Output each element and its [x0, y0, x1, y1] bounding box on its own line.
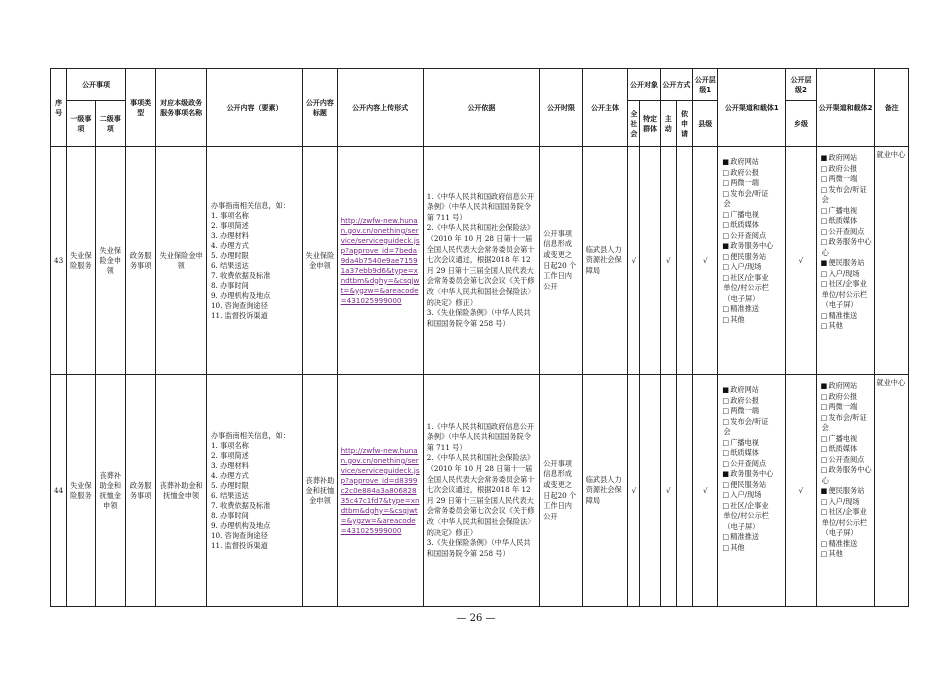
checkbox-icon: □ [820, 321, 828, 330]
header-target-specific: 特定群体 [640, 101, 660, 147]
channel-label: 发布会/听证 [828, 412, 867, 422]
header-level-group1: 公开层级1 [693, 69, 718, 101]
upload-form-cell [337, 375, 423, 607]
header-seq: 序号 [51, 69, 67, 147]
channel-item [722, 448, 784, 459]
channel-label: 政府网站 [730, 157, 759, 166]
channel-label: 政务服务中心 [730, 469, 774, 478]
channel-label: 心 [821, 475, 829, 485]
channel-label: 政府公报 [730, 395, 759, 405]
remark-cell: 就业中心 [875, 375, 909, 607]
checkbox-icon: □ [820, 174, 828, 183]
content-title-cell: 丧葬补助金和抚恤金申领 [303, 375, 337, 607]
content-item: 7. 收费依据及标准 [210, 500, 271, 510]
level-county-cell: √ [693, 147, 718, 375]
content-item: 9. 办理机构及地点 [210, 520, 271, 530]
checkbox-icon: □ [722, 167, 730, 177]
channel-label: 政务服务中心 [828, 465, 872, 474]
level-county-cell: √ [693, 375, 718, 607]
level2-cell: 失业保险金申领 [95, 147, 125, 375]
channel-item [722, 210, 784, 221]
checkbox-icon: □ [820, 496, 828, 506]
channel-item [821, 279, 874, 290]
channel-label: 便民服务站 [730, 251, 767, 261]
channel-label: 广播电视 [730, 209, 759, 219]
target-specific-cell [640, 147, 660, 375]
channel-label: 纸质媒体 [828, 444, 858, 453]
channel-label: 政府公报 [730, 167, 759, 177]
channel-item [821, 269, 874, 280]
channel-item [722, 283, 784, 294]
channel-label: 纸质媒体 [828, 216, 858, 225]
content-intro: 办事指南相关信息，如： [210, 200, 291, 210]
channel-item [722, 262, 784, 273]
checkbox-icon: ■ [820, 258, 828, 267]
checkbox-icon: □ [820, 507, 828, 516]
checkbox-icon: □ [820, 163, 828, 173]
channel-item [722, 315, 784, 326]
channel-label: 纸质媒体 [730, 220, 759, 229]
service-name-cell: 丧葬补助金和抚恤金申领 [156, 375, 207, 607]
channel-item [821, 174, 874, 185]
channel-item [821, 321, 874, 332]
channel-label: 会 [723, 199, 731, 208]
header-basis: 公开依据 [423, 69, 539, 147]
channel1-cell [718, 147, 786, 375]
checkbox-icon: □ [722, 178, 730, 187]
channel-label: 精准推送 [730, 304, 759, 313]
channel-label: 入户/现场 [828, 268, 860, 278]
channel-label: 发布会/听证 [828, 184, 867, 194]
channel-item [722, 427, 784, 438]
subject-cell: 临武县人力资源社会保障局 [582, 147, 628, 375]
channel-item [821, 539, 874, 550]
content-cell [206, 147, 302, 375]
channel-item [821, 434, 874, 445]
channel-item [722, 469, 784, 480]
channel-label: 发布会/听证 [730, 188, 769, 198]
level-township-cell: √ [786, 147, 816, 375]
level1-cell: 失业保险服务 [67, 147, 95, 375]
checkbox-icon: □ [820, 226, 828, 236]
checkbox-icon: ■ [722, 241, 730, 250]
method-request-cell [676, 147, 692, 375]
basis-item: 2.《中华人民共和国社会保险法》（2010 年 10 月 28 日第十一届全国人民代表大会常务委员会第十七次会议通过，根据2018 年 12 月 29 日第十三届全国人民代表大会常务委员会第七次会议《关于修改〈中华人民共和国社会保险法〉的决定》修正） [426, 453, 535, 537]
channel-label: 单位/村公示栏 [723, 511, 769, 520]
checkbox-icon: □ [820, 279, 828, 288]
channel-label: 单位/村公示栏 [821, 517, 868, 527]
channel-label: 政务服务中心 [828, 237, 872, 246]
channel-label: 单位/村公示栏 [821, 289, 868, 299]
channel-item [821, 476, 874, 487]
header-level-township: 乡级 [786, 101, 816, 147]
checkbox-icon: □ [722, 272, 730, 282]
channel-label: 两微一端 [730, 178, 759, 187]
method-request-cell [676, 375, 692, 607]
channel-item [821, 465, 874, 476]
content-item: 2. 事项简述 [210, 220, 249, 230]
channel-label: 入户/现场 [730, 490, 762, 499]
checkbox-icon: □ [820, 549, 828, 558]
channel-label: 入户/现场 [828, 496, 860, 506]
channel-item [821, 216, 874, 227]
channel-item [722, 385, 784, 396]
channel-item [821, 549, 874, 560]
channel-item [821, 153, 874, 164]
content-item: 2. 事项简述 [210, 450, 249, 460]
channel-item [722, 220, 784, 231]
checkbox-icon: □ [722, 416, 730, 426]
header-level1: 一级事项 [67, 101, 95, 147]
checkbox-icon: □ [722, 500, 730, 510]
checkbox-icon: □ [820, 205, 828, 215]
target-all-cell: √ [628, 147, 640, 375]
channel-label: 社区/企事业 [828, 507, 867, 516]
channel-item [821, 248, 874, 259]
header-items-group: 公开事项 [67, 69, 126, 101]
channel-label: 政府网站 [828, 153, 858, 162]
checkbox-icon: ■ [820, 153, 828, 162]
channel-item [722, 406, 784, 417]
item-type-cell: 政务服务事项 [125, 147, 155, 375]
header-item-type: 事项类型 [125, 69, 155, 147]
checkbox-icon: □ [722, 230, 730, 240]
checkbox-icon: □ [722, 220, 730, 229]
method-active-cell: √ [660, 375, 676, 607]
basis-item: 1.《中华人民共和国政府信息公开条例》（中华人民共和国国务院令第 711 号） [426, 421, 535, 452]
checkbox-icon: □ [722, 262, 730, 271]
channel-label: 便民服务站 [828, 486, 865, 495]
channel-item [821, 486, 874, 497]
header-content-title: 公开内容标题 [303, 69, 337, 147]
checkbox-icon: □ [820, 310, 828, 320]
channel-item [821, 258, 874, 269]
channel-item [722, 189, 784, 200]
channel-item [821, 507, 874, 518]
channel-item [722, 480, 784, 491]
channel2-cell [816, 375, 875, 607]
time-limit-cell: 公开事项信息形成或变更之日起20 个工作日内公开 [540, 375, 583, 607]
basis-cell [423, 147, 539, 375]
channel-item [821, 455, 874, 466]
checkbox-icon: □ [722, 542, 730, 552]
checkbox-icon: □ [722, 479, 730, 489]
checkbox-icon: □ [820, 268, 828, 278]
channel-item [722, 490, 784, 501]
upload-form-cell [337, 147, 423, 375]
basis-item: 3.《失业保险条例》（中华人民共和国国务院令第 258 号） [426, 308, 531, 328]
channel-item [722, 168, 784, 179]
channel-label: 精准推送 [828, 310, 858, 320]
channel-item [821, 290, 874, 301]
seq-cell: 43 [51, 147, 67, 375]
service-guide-link[interactable]: http://zwfw-new.hunan.gov.cn/onething/service/serviceguideck.jsp?approve_id=d8399c2c0e884a3a80682835c47c1fd7&type=xndtbm&dghy=&csqjwt=&ygzw=&areacode=431025999000 [340, 445, 420, 535]
channel-label: 公开查阅点 [730, 230, 767, 240]
content-item: 8. 办事时间 [210, 280, 249, 290]
content-item: 7. 收费依据及标准 [210, 270, 271, 280]
channel-label: 广播电视 [828, 433, 858, 443]
page-number: — 26 — [456, 613, 496, 624]
content-item: 10. 咨询查询途径 [210, 530, 268, 540]
content-item: 6. 结果送达 [210, 490, 249, 500]
channel-label: 政务服务中心 [730, 241, 774, 250]
channel-label: （电子屏） [821, 300, 858, 309]
header-upload-form: 公开内容上传形式 [337, 69, 423, 147]
content-item: 3. 办理材料 [210, 230, 249, 240]
checkbox-icon: □ [722, 209, 730, 219]
content-cell [206, 375, 302, 607]
channel-item [821, 206, 874, 217]
basis-item: 3.《失业保险条例》（中华人民共和国国务院令第 258 号） [426, 538, 531, 558]
content-item: 4. 办理方式 [210, 240, 249, 250]
channel-label: 公开查阅点 [828, 454, 865, 464]
basis-item: 1.《中华人民共和国政府信息公开条例》（中华人民共和国国务院令第 711 号） [426, 191, 535, 222]
channel-label: （电子屏） [723, 521, 760, 531]
remark-cell: 就业中心 [875, 147, 909, 375]
header-method-active: 主动 [660, 101, 676, 147]
checkbox-icon: □ [820, 538, 828, 548]
header-method-group: 公开方式 [660, 69, 692, 101]
channel-item [722, 241, 784, 252]
checkbox-icon: □ [820, 412, 828, 422]
checkbox-icon: □ [820, 465, 828, 474]
channel-label: 公开查阅点 [730, 458, 767, 468]
channel-item [821, 311, 874, 322]
level2-cell: 丧葬补助金和抚恤金申领 [95, 375, 125, 607]
header-subject: 公开主体 [582, 69, 628, 147]
content-item: 1. 事项名称 [210, 440, 249, 450]
channel-item [722, 417, 784, 428]
checkbox-icon: ■ [722, 385, 730, 394]
channel-item [722, 252, 784, 263]
content-item: 4. 办理方式 [210, 470, 249, 480]
header-channel2: 公开渠道和载体2 [816, 69, 875, 147]
channel-label: 公开查阅点 [828, 226, 865, 236]
header-service-name: 对应本级政务服务事项名称 [156, 69, 207, 147]
item-type-cell: 政务服务事项 [125, 375, 155, 607]
checkbox-icon: □ [722, 251, 730, 261]
channel-item [722, 543, 784, 554]
checkbox-icon: □ [722, 406, 730, 415]
checkbox-icon: ■ [722, 157, 730, 166]
channel-item [821, 528, 874, 539]
content-item: 1. 事项名称 [210, 210, 249, 220]
content-title-cell: 失业保险金申领 [303, 147, 337, 375]
checkbox-icon: □ [722, 532, 730, 541]
header-content: 公开内容（要素） [206, 69, 302, 147]
channel-label: 广播电视 [730, 437, 759, 447]
checkbox-icon: □ [722, 490, 730, 499]
channel-item [821, 381, 874, 392]
channel-item [722, 294, 784, 305]
checkbox-icon: □ [722, 395, 730, 405]
channel-item [722, 178, 784, 189]
channel-label: 精准推送 [730, 532, 759, 541]
header-method-request: 依申请 [676, 101, 692, 147]
channel-item [821, 518, 874, 529]
checkbox-icon: □ [820, 454, 828, 464]
channel-label: 其他 [828, 321, 843, 330]
checkbox-icon: □ [820, 216, 828, 225]
checkbox-icon: □ [722, 314, 730, 324]
channel-label: 政府公报 [828, 163, 858, 173]
channel-item [821, 185, 874, 196]
content-item: 11. 监督投诉渠道 [210, 540, 268, 550]
channel-label: 其他 [730, 314, 745, 324]
disclosure-table [50, 68, 909, 607]
channel-label: 入户/现场 [730, 262, 762, 271]
channel-item [821, 195, 874, 206]
content-item: 3. 办理材料 [210, 460, 249, 470]
method-active-cell: √ [660, 147, 676, 375]
time-limit-cell: 公开事项信息形成或变更之日起20 个工作日内公开 [540, 147, 583, 375]
channel-item [722, 231, 784, 242]
content-intro: 办事指南相关信息，如： [210, 430, 291, 440]
channel-label: 会 [821, 423, 829, 432]
header-channel1: 公开渠道和载体1 [718, 69, 786, 147]
content-item: 8. 办事时间 [210, 510, 249, 520]
channel-item [821, 444, 874, 455]
channel-item [821, 413, 874, 424]
table-row [51, 147, 909, 375]
channel-label: 政府公报 [828, 391, 858, 401]
table-row [51, 375, 909, 607]
content-item: 6. 结果送达 [210, 260, 249, 270]
checkbox-icon: □ [722, 458, 730, 468]
checkbox-icon: □ [820, 237, 828, 246]
channel-item [821, 392, 874, 403]
channel-label: 单位/村公示栏 [723, 283, 769, 292]
channel-item [821, 237, 874, 248]
target-specific-cell [640, 375, 660, 607]
channel-label: 广播电视 [828, 205, 858, 215]
channel-label: 纸质媒体 [730, 448, 759, 457]
channel-label: （电子屏） [723, 293, 760, 303]
channel-item [821, 300, 874, 311]
channel-label: 政府网站 [828, 381, 858, 390]
channel-label: 两微一端 [730, 406, 759, 415]
content-item: 5. 办理时限 [210, 250, 249, 260]
channel-item [722, 273, 784, 284]
channel-label: 会 [723, 427, 731, 436]
checkbox-icon: □ [722, 304, 730, 313]
channel-label: 两微一端 [828, 402, 858, 411]
channel-item [821, 402, 874, 413]
subject-cell: 临武县人力资源社会保障局 [582, 375, 628, 607]
header-target-all: 全社会 [628, 101, 640, 147]
checkbox-icon: □ [820, 402, 828, 411]
channel-item [722, 396, 784, 407]
checkbox-icon: □ [722, 448, 730, 457]
checkbox-icon: □ [820, 444, 828, 453]
checkbox-icon: ■ [722, 469, 730, 478]
header-level-group2: 公开层级2 [786, 69, 816, 101]
content-item: 5. 办理时限 [210, 480, 249, 490]
channel2-cell [816, 147, 875, 375]
target-all-cell: √ [628, 375, 640, 607]
seq-cell: 44 [51, 375, 67, 607]
basis-cell [423, 375, 539, 607]
channel-label: 其他 [730, 542, 745, 552]
checkbox-icon: □ [722, 188, 730, 198]
channel-label: 发布会/听证 [730, 416, 769, 426]
checkbox-icon: □ [820, 433, 828, 443]
channel-item [722, 304, 784, 315]
channel-label: 社区/企事业 [828, 279, 867, 288]
channel-label: 心 [821, 247, 829, 257]
header-level-county: 县级 [693, 101, 718, 147]
channel-label: 社区/企事业 [730, 272, 769, 282]
channel-item [722, 157, 784, 168]
checkbox-icon: □ [820, 184, 828, 194]
channel-label: 政府网站 [730, 385, 759, 394]
channel-item [722, 532, 784, 543]
channel-label: 其他 [828, 549, 843, 558]
channel-label: 便民服务站 [730, 479, 767, 489]
service-name-cell: 失业保险金申领 [156, 147, 207, 375]
basis-item: 2.《中华人民共和国社会保险法》（2010 年 10 月 28 日第十一届全国人民代表大会常务委员会第十七次会议通过，根据2018 年 12 月 29 日第十三届全国人民代表大会常务委员会第七次会议《关于修改〈中华人民共和国社会保险法〉的决定》修正） [426, 223, 535, 307]
header-target-group: 公开对象 [628, 69, 660, 101]
channel-item [722, 511, 784, 522]
content-item: 9. 办理机构及地点 [210, 290, 271, 300]
channel-item [821, 227, 874, 238]
channel-label: 精准推送 [828, 538, 858, 548]
level1-cell: 失业保险服务 [67, 375, 95, 607]
header-remark: 备注 [875, 69, 909, 147]
channel-label: 两微一端 [828, 174, 858, 183]
content-item: 10. 咨询查询途径 [210, 300, 268, 310]
service-guide-link[interactable]: http://zwfw-new.hunan.gov.cn/onething/service/serviceguideck.jsp?approve_id=7beda9da4b7540e9ae71591a37ebb9d6&type=xndtbm&dghy=&csqjwt=&ygzw=&areacode=431025999000 [340, 215, 420, 305]
header-level2: 二级事项 [95, 101, 125, 147]
checkbox-icon: □ [722, 437, 730, 447]
channel-label: 会 [821, 195, 829, 204]
channel-label: 社区/企事业 [730, 500, 769, 510]
channel-label: 便民服务站 [828, 258, 865, 267]
checkbox-icon: □ [820, 391, 828, 401]
channel-item [722, 199, 784, 210]
checkbox-icon: ■ [820, 381, 828, 390]
channel-item [722, 438, 784, 449]
channel1-cell [718, 375, 786, 607]
table-body [51, 147, 909, 607]
content-item: 11. 监督投诉渠道 [210, 310, 268, 320]
channel-item [722, 501, 784, 512]
channel-item [821, 423, 874, 434]
channel-item [722, 459, 784, 470]
checkbox-icon: ■ [820, 486, 828, 495]
channel-item [722, 522, 784, 533]
channel-label: （电子屏） [821, 528, 858, 537]
channel-item [821, 164, 874, 175]
header-time-limit: 公开时限 [540, 69, 583, 147]
level-township-cell: √ [786, 375, 816, 607]
channel-item [821, 497, 874, 508]
